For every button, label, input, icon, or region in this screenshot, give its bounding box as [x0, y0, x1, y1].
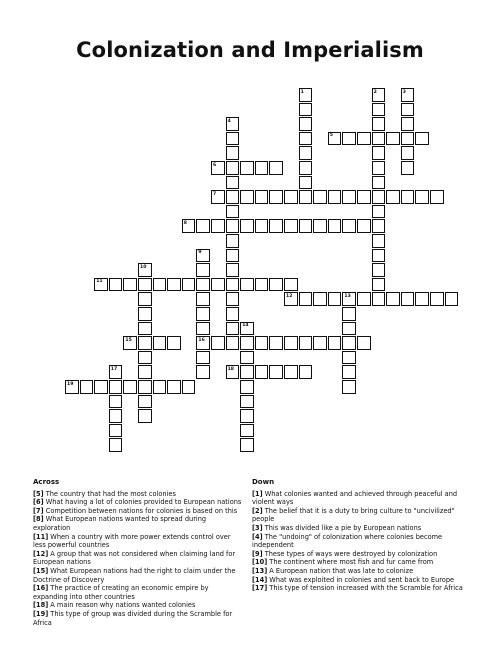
- grid-cell[interactable]: [401, 190, 415, 204]
- clue-text: The belief that it is a duty to bring culture to "uncivilized" people: [252, 506, 455, 524]
- clue-text: What was exploited in colonies and sent back to Europe: [267, 575, 455, 584]
- grid-cell[interactable]: [372, 146, 386, 160]
- clue-number: [11]: [33, 532, 49, 541]
- grid-cell[interactable]: [240, 438, 254, 452]
- grid-cell[interactable]: [196, 263, 210, 277]
- down-clue: [252, 567, 467, 576]
- clue-number-label: 5: [329, 133, 333, 139]
- grid-cell[interactable]: [255, 336, 269, 350]
- clue-text: The country that had the most colonies: [43, 489, 176, 498]
- grid-cell[interactable]: [109, 409, 123, 423]
- clue-text: What European nations wanted to spread during exploration: [33, 515, 207, 532]
- grid-cell[interactable]: [284, 219, 298, 233]
- grid-cell[interactable]: [401, 146, 415, 160]
- across-clue: [33, 550, 243, 567]
- down-clue: [252, 558, 467, 567]
- grid-cell[interactable]: [255, 190, 269, 204]
- grid-cell[interactable]: [313, 336, 327, 350]
- across-clue: [33, 601, 243, 610]
- grid-cell[interactable]: [138, 278, 152, 292]
- grid-cell[interactable]: [240, 278, 254, 292]
- grid-cell[interactable]: [299, 132, 313, 146]
- grid-cell[interactable]: [415, 292, 429, 306]
- across-clue: [33, 567, 243, 584]
- clue-text: The practice of creating an economic empire by expanding into other countries: [33, 584, 209, 601]
- grid-cell[interactable]: [196, 322, 210, 336]
- grid-cell[interactable]: [153, 336, 167, 350]
- clue-number: [9]: [252, 549, 263, 558]
- grid-cell[interactable]: [299, 336, 313, 350]
- clue-text: This type of tension increased with the Scramble for Africa: [267, 584, 463, 593]
- grid-cell[interactable]: [342, 307, 356, 321]
- clue-number: [18]: [33, 601, 49, 610]
- clue-number: [12]: [33, 549, 49, 558]
- grid-cell[interactable]: [269, 190, 283, 204]
- clue-number: [15]: [33, 566, 49, 575]
- grid-cell[interactable]: [226, 234, 240, 248]
- grid-cell[interactable]: [372, 205, 386, 219]
- clue-text: A group that was not considered when claiming land for European nations: [33, 549, 236, 567]
- grid-cell[interactable]: [386, 132, 400, 146]
- across-clues: [33, 478, 243, 627]
- grid-cell[interactable]: [299, 292, 313, 306]
- grid-cell[interactable]: [226, 190, 240, 204]
- clue-number-label: 17: [110, 366, 118, 372]
- clue-text: This was divided like a pie by European nations: [262, 523, 422, 532]
- grid-cell[interactable]: [372, 161, 386, 175]
- grid-cell[interactable]: [80, 380, 94, 394]
- grid-cell[interactable]: [196, 351, 210, 365]
- grid-cell[interactable]: [299, 219, 313, 233]
- grid-cell[interactable]: [138, 351, 152, 365]
- down-clue: [252, 576, 467, 585]
- clue-number: [7]: [33, 506, 44, 515]
- grid-cell[interactable]: [313, 219, 327, 233]
- down-clues: [252, 478, 467, 593]
- grid-cell[interactable]: [299, 176, 313, 190]
- clue-text: A main reason why nations wanted colonies: [48, 601, 196, 610]
- grid-cell[interactable]: [269, 219, 283, 233]
- grid-cell[interactable]: [269, 278, 283, 292]
- grid-cell[interactable]: [299, 365, 313, 379]
- grid-cell[interactable]: [328, 190, 342, 204]
- grid-cell[interactable]: [401, 132, 415, 146]
- grid-cell[interactable]: [313, 292, 327, 306]
- grid-cell[interactable]: [226, 219, 240, 233]
- grid-cell[interactable]: [284, 365, 298, 379]
- grid-cell[interactable]: [328, 219, 342, 233]
- grid-cell[interactable]: [342, 336, 356, 350]
- clue-text: What colonies wanted and achieved through peaceful and violent ways: [252, 489, 458, 507]
- grid-cell[interactable]: [138, 292, 152, 306]
- grid-cell[interactable]: [182, 380, 196, 394]
- grid-cell[interactable]: [226, 132, 240, 146]
- across-clue: [33, 610, 243, 627]
- clue-number-label: 14: [242, 323, 249, 329]
- grid-cell[interactable]: [328, 336, 342, 350]
- grid-cell[interactable]: [109, 278, 123, 292]
- grid-cell[interactable]: [269, 161, 283, 175]
- grid-cell[interactable]: [240, 395, 254, 409]
- grid-cell[interactable]: [138, 307, 152, 321]
- grid-cell[interactable]: [357, 132, 371, 146]
- clue-number-label: 11: [96, 279, 103, 285]
- grid-cell[interactable]: [226, 336, 240, 350]
- grid-cell[interactable]: [240, 351, 254, 365]
- grid-cell[interactable]: [138, 322, 152, 336]
- grid-cell[interactable]: [299, 190, 313, 204]
- across-clue: [33, 515, 243, 532]
- clue-text: A European nation that was late to colonize: [267, 566, 414, 575]
- clue-number: [8]: [33, 515, 44, 524]
- grid-cell[interactable]: [240, 380, 254, 394]
- grid-cell[interactable]: [240, 161, 254, 175]
- grid-cell[interactable]: [372, 278, 386, 292]
- grid-cell[interactable]: [372, 249, 386, 263]
- clue-number: [6]: [33, 498, 44, 507]
- grid-cell[interactable]: [226, 278, 240, 292]
- grid-cell[interactable]: [240, 190, 254, 204]
- clue-number-label: 6: [213, 162, 217, 168]
- clue-text: The "undoing" of colonization where colonies become independent: [252, 532, 443, 550]
- grid-cell[interactable]: [342, 219, 356, 233]
- grid-cell[interactable]: [357, 292, 371, 306]
- grid-cell[interactable]: [138, 336, 152, 350]
- grid-cell[interactable]: [167, 380, 181, 394]
- grid-cell[interactable]: [357, 190, 371, 204]
- grid-cell[interactable]: [196, 307, 210, 321]
- grid-cell[interactable]: [430, 292, 444, 306]
- grid-cell[interactable]: [415, 132, 429, 146]
- grid-cell[interactable]: [401, 292, 415, 306]
- down-heading: Down: [252, 478, 275, 486]
- grid-cell[interactable]: [240, 365, 254, 379]
- clue-text: This type of group was divided during the Scramble for Africa: [33, 609, 233, 627]
- grid-cell[interactable]: [138, 380, 152, 394]
- clue-number: [4]: [252, 532, 263, 541]
- across-clue: [33, 507, 243, 516]
- grid-cell[interactable]: [255, 219, 269, 233]
- across-clue: [33, 498, 243, 507]
- down-clue: [252, 507, 467, 524]
- clue-text: These types of ways were destroyed by colonization: [262, 549, 438, 558]
- grid-cell[interactable]: [211, 336, 225, 350]
- grid-cell[interactable]: [196, 219, 210, 233]
- grid-cell[interactable]: [240, 219, 254, 233]
- grid-cell[interactable]: [182, 278, 196, 292]
- clue-number-label: 12: [286, 293, 293, 299]
- grid-cell[interactable]: [372, 190, 386, 204]
- down-clue: [252, 490, 467, 507]
- clue-text: What European nations had the right to claim under the Doctrine of Discovery: [33, 566, 236, 584]
- clue-number-label: 1: [300, 89, 304, 95]
- clue-number: [19]: [33, 609, 49, 618]
- grid-cell[interactable]: [299, 146, 313, 160]
- grid-cell[interactable]: [372, 219, 386, 233]
- grid-cell[interactable]: [226, 176, 240, 190]
- clue-number: [17]: [252, 584, 268, 593]
- grid-cell[interactable]: [386, 292, 400, 306]
- grid-cell[interactable]: [211, 278, 225, 292]
- grid-cell[interactable]: [342, 365, 356, 379]
- grid-cell[interactable]: [372, 292, 386, 306]
- grid-cell[interactable]: [153, 278, 167, 292]
- grid-cell[interactable]: [226, 146, 240, 160]
- grid-cell[interactable]: [284, 336, 298, 350]
- grid-cell[interactable]: [123, 278, 137, 292]
- grid-cell[interactable]: [372, 234, 386, 248]
- grid-cell[interactable]: [226, 307, 240, 321]
- grid-cell[interactable]: [138, 365, 152, 379]
- page-title: Colonization and Imperialism: [76, 38, 424, 62]
- grid-cell[interactable]: [109, 380, 123, 394]
- clue-number-label: 4: [227, 118, 231, 124]
- clue-number: [10]: [252, 558, 268, 567]
- grid-cell[interactable]: [342, 132, 356, 146]
- grid-cell[interactable]: [401, 117, 415, 131]
- clue-number-label: 9: [198, 250, 202, 256]
- grid-cell[interactable]: [94, 380, 108, 394]
- grid-cell[interactable]: [372, 263, 386, 277]
- clue-text: What having a lot of colonies provided to European nations: [43, 498, 242, 507]
- grid-cell[interactable]: [299, 161, 313, 175]
- grid-cell[interactable]: [372, 117, 386, 131]
- grid-cell[interactable]: [255, 161, 269, 175]
- grid-cell[interactable]: [196, 365, 210, 379]
- grid-cell[interactable]: [226, 263, 240, 277]
- grid-cell[interactable]: [299, 117, 313, 131]
- grid-cell[interactable]: [357, 336, 371, 350]
- grid-cell[interactable]: [167, 336, 181, 350]
- down-clue: [252, 584, 467, 593]
- clue-number-label: 16: [198, 337, 205, 343]
- clue-text: When a country with more power extends control over less powerful countries: [33, 532, 231, 550]
- clue-number-label: 8: [183, 220, 187, 226]
- grid-cell[interactable]: [415, 190, 429, 204]
- grid-cell[interactable]: [342, 351, 356, 365]
- grid-cell[interactable]: [226, 292, 240, 306]
- grid-cell[interactable]: [109, 438, 123, 452]
- grid-cell[interactable]: [313, 190, 327, 204]
- grid-cell[interactable]: [211, 219, 225, 233]
- across-heading: Across: [33, 478, 60, 486]
- grid-cell[interactable]: [372, 176, 386, 190]
- grid-cell[interactable]: [269, 336, 283, 350]
- grid-cell[interactable]: [299, 103, 313, 117]
- clue-text: Competition between nations for colonies is based on this: [43, 506, 238, 515]
- grid-cell[interactable]: [372, 132, 386, 146]
- grid-cell[interactable]: [357, 219, 371, 233]
- grid-cell[interactable]: [386, 190, 400, 204]
- grid-cell[interactable]: [226, 205, 240, 219]
- grid-cell[interactable]: [342, 380, 356, 394]
- grid-cell[interactable]: [196, 292, 210, 306]
- clue-number: [1]: [252, 489, 263, 498]
- clue-number: [16]: [33, 584, 49, 593]
- grid-cell[interactable]: [240, 336, 254, 350]
- clue-number-label: 10: [140, 264, 147, 270]
- grid-cell[interactable]: [269, 365, 283, 379]
- clue-number-label: 18: [227, 366, 234, 372]
- grid-cell[interactable]: [123, 380, 137, 394]
- clue-number: [14]: [252, 575, 268, 584]
- grid-cell[interactable]: [226, 322, 240, 336]
- grid-cell[interactable]: [401, 161, 415, 175]
- grid-cell[interactable]: [138, 409, 152, 423]
- clue-number-label: 19: [67, 381, 74, 387]
- grid-cell[interactable]: [284, 190, 298, 204]
- grid-cell[interactable]: [153, 380, 167, 394]
- clue-number-label: 3: [402, 89, 406, 95]
- grid-cell[interactable]: [109, 395, 123, 409]
- grid-cell[interactable]: [226, 161, 240, 175]
- grid-cell[interactable]: [372, 103, 386, 117]
- grid-cell[interactable]: [342, 322, 356, 336]
- grid-cell[interactable]: [401, 103, 415, 117]
- across-clue: [33, 490, 243, 499]
- grid-cell[interactable]: [255, 278, 269, 292]
- clue-number-label: 15: [125, 337, 132, 343]
- grid-cell[interactable]: [109, 424, 123, 438]
- across-clue: [33, 533, 243, 550]
- grid-cell[interactable]: [167, 278, 181, 292]
- grid-cell[interactable]: [226, 249, 240, 263]
- grid-cell[interactable]: [328, 292, 342, 306]
- across-clue: [33, 584, 243, 601]
- grid-cell[interactable]: [255, 365, 269, 379]
- clue-number: [5]: [33, 489, 44, 498]
- grid-cell[interactable]: [284, 278, 298, 292]
- grid-cell[interactable]: [342, 190, 356, 204]
- grid-cell[interactable]: [240, 424, 254, 438]
- clue-number: [3]: [252, 523, 263, 532]
- clue-number-label: 13: [344, 293, 351, 299]
- grid-cell[interactable]: [445, 292, 459, 306]
- clue-number: [13]: [252, 566, 268, 575]
- clue-number-label: 2: [373, 89, 377, 95]
- grid-cell[interactable]: [430, 190, 444, 204]
- grid-cell[interactable]: [138, 395, 152, 409]
- down-clue: [252, 524, 467, 533]
- down-clue: [252, 550, 467, 559]
- clue-number: [2]: [252, 506, 263, 515]
- down-clue: [252, 533, 467, 550]
- clue-text: The continent where most fish and fur came from: [267, 558, 434, 567]
- grid-cell[interactable]: [196, 278, 210, 292]
- grid-cell[interactable]: [240, 409, 254, 423]
- clue-number-label: 7: [213, 191, 217, 197]
